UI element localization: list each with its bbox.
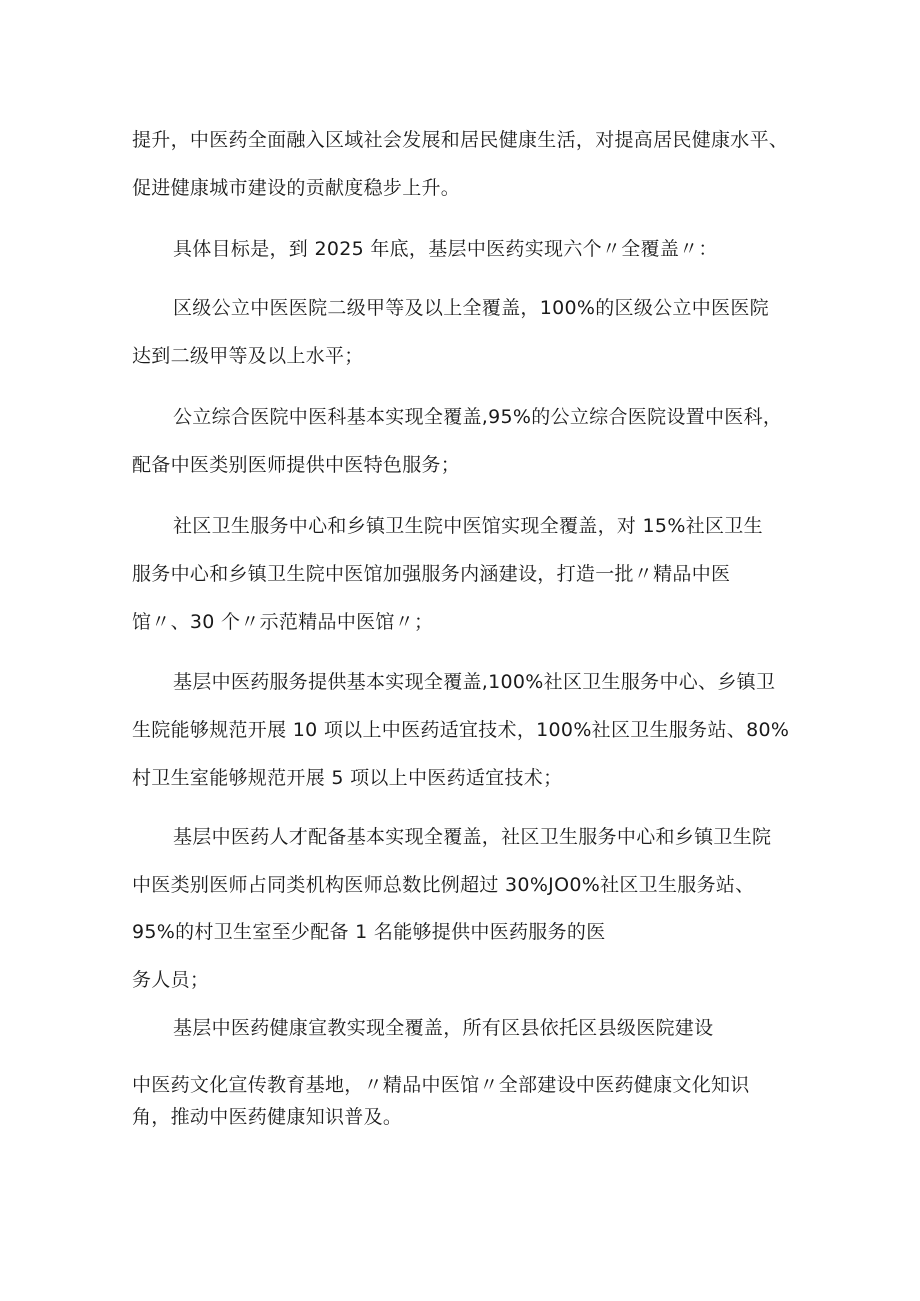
paragraph-line: 促进健康城市建设的贡献度稳步上升。 — [132, 177, 461, 199]
paragraph-line: 生院能够规范开展 10 项以上中医药适宜技术，100%社区卫生服务站、80% — [132, 719, 790, 741]
paragraph-line: 提升，中医药全面融入区域社会发展和居民健康生活，对提高居民健康水平、 — [132, 129, 789, 151]
paragraph-line: 务人员； — [132, 969, 210, 991]
paragraph-line: 配备中医类别医师提供中医特色服务； — [132, 454, 461, 476]
paragraph-line: 服务中心和乡镇卫生院中医馆加强服务内涵建设，打造一批〃精品中医 — [132, 563, 731, 585]
paragraph-line: 基层中医药人才配备基本实现全覆盖，社区卫生服务中心和乡镇卫生院 — [173, 826, 772, 848]
paragraph-line: 角，推动中医药健康知识普及。 — [132, 1106, 403, 1128]
paragraph-line: 具体目标是，到 2025 年底，基层中医药实现六个〃全覆盖〃： — [173, 238, 718, 260]
paragraph-line: 社区卫生服务中心和乡镇卫生院中医馆实现全覆盖，对 15%社区卫生 — [173, 515, 763, 537]
paragraph-line: 中医药文化宣传教育基地，〃精品中医馆〃全部建设中医药健康文化知识 — [132, 1074, 750, 1096]
paragraph-line: 达到二级甲等及以上水平； — [132, 345, 364, 367]
paragraph-line: 基层中医药健康宣教实现全覆盖，所有区县依托区县级医院建设 — [173, 1017, 714, 1039]
paragraph-line: 中医类别医师占同类机构医师总数比例超过 30%JO0%社区卫生服务站、 — [132, 874, 755, 896]
paragraph-line: 95%的村卫生室至少配备 1 名能够提供中医药服务的医 — [132, 921, 606, 943]
paragraph-line: 区级公立中医医院二级甲等及以上全覆盖，100%的区级公立中医医院 — [173, 297, 769, 319]
paragraph-line: 公立综合医院中医科基本实现全覆盖,95%的公立综合医院设置中医科， — [173, 406, 783, 428]
paragraph-line: 馆〃、30 个〃示范精品中医馆〃； — [132, 611, 434, 633]
paragraph-line: 基层中医药服务提供基本实现全覆盖,100%社区卫生服务中心、乡镇卫 — [173, 671, 776, 693]
paragraph-line: 村卫生室能够规范开展 5 项以上中医药适宜技术； — [132, 767, 563, 789]
